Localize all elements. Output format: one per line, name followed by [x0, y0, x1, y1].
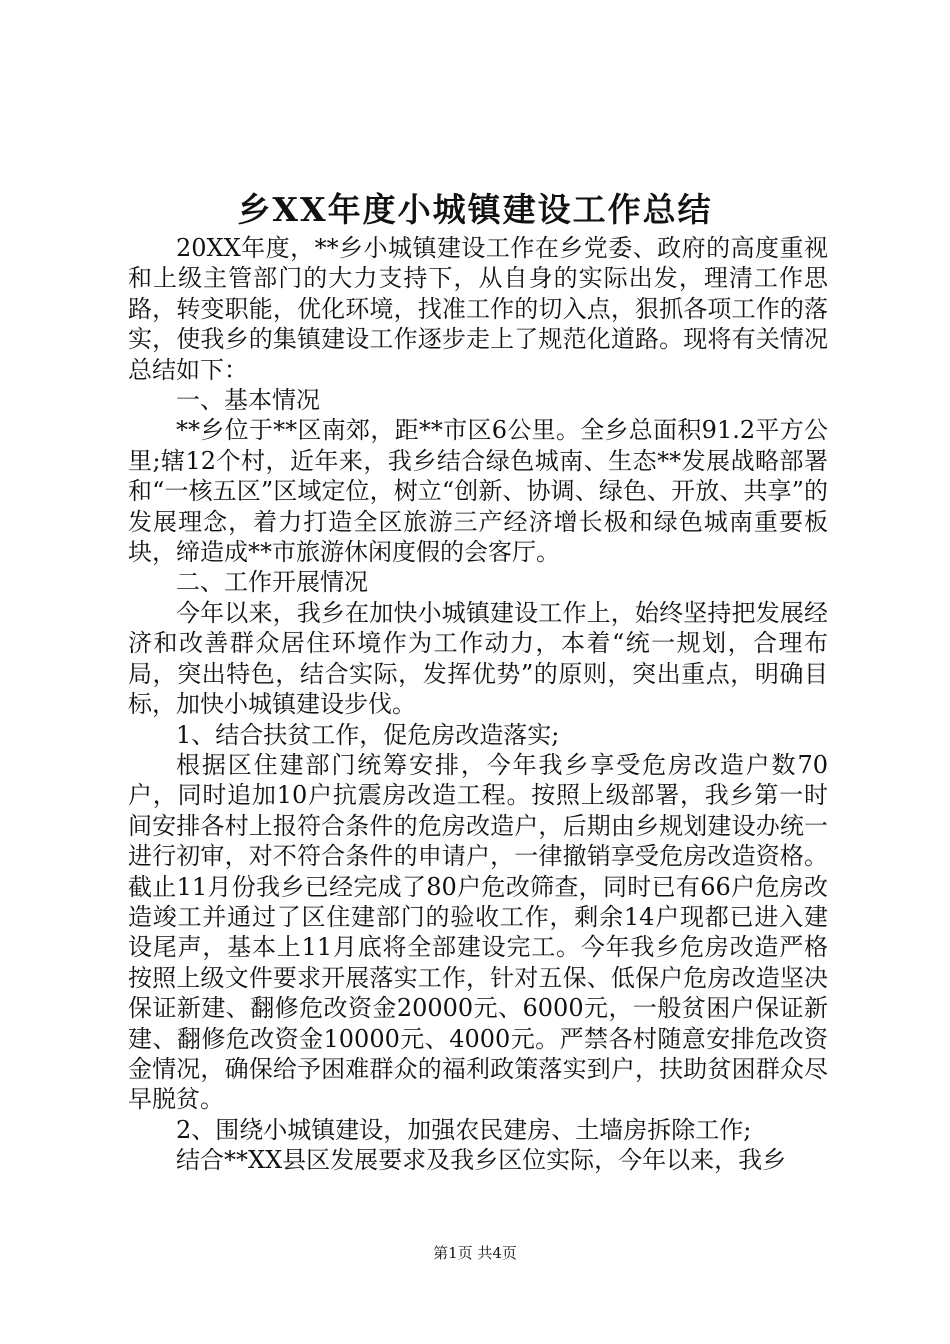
document-body [128, 233, 828, 1176]
work-overview-paragraph: 今年以来，我乡在加快小城镇建设工作上，始终坚持把发展经济和改善群众居住环境作为工作动力，本着“统一规划，合理布局，突出特色，结合实际，发挥优势”的原则，突出重点，明确目标，加快小城镇建设步伐。 [128, 598, 828, 719]
document-title: 乡XX年度小城镇建设工作总结 [237, 190, 713, 229]
subsection-heading-1: 1、结合扶贫工作，促危房改造落实; [176, 720, 560, 749]
page-number-footer: 第1页 共4页 [433, 1244, 517, 1262]
section-heading-basic: 一、基本情况 [176, 386, 320, 415]
section-heading-work: 二、工作开展情况 [176, 568, 368, 597]
basic-situation-paragraph: **乡位于**区南郊，距**市区6公里。全乡总面积91.2平方公里;辖12个村，近年来，我乡结合绿色城南、生态**发展战略部署和“一核五区”区域定位，树立“创新、协调、绿色、开放、共享”的发展理念，着力打造全区旅游三产经济增长极和绿色城南重要板块，缔造成**市旅游休闲度假的会客厅。 [128, 416, 828, 567]
subsection-heading-2: 2、围绕小城镇建设，加强农民建房、土墙房拆除工作; [176, 1115, 752, 1144]
continuation-paragraph: 结合**XX县区发展要求及我乡区位实际，今年以来，我乡 [176, 1146, 787, 1175]
housing-renovation-paragraph: 根据区住建部门统筹安排，今年我乡享受危房改造户数70户，同时追加10户抗震房改造工程。按照上级部署，我乡第一时间安排各村上报符合条件的危房改造户，后期由乡规划建设办统一进行初审，对不符合条件的申请户，一律撤销享受危房改造资格。截止11月份我乡已经完成了80户危改筛查，同时已有66户危房改造竣工并通过了区住建部门的验收工作，剩余14户现都已进入建设尾声，基本上11月底将全部建设完工。今年我乡危房改造严格按照上级文件要求开展落实工作，针对五保、低保户危房改造坚决保证新建、翻修危改资金20000元、6000元，一般贫困户保证新建、翻修危改资金10000元、4000元。严禁各村随意安排危改资金情况，确保给予困难群众的福利政策落实到户，扶助贫困群众尽早脱贫。 [128, 750, 828, 1114]
intro-paragraph: 20XX年度，**乡小城镇建设工作在乡党委、政府的高度重视和上级主管部门的大力支持下，从自身的实际出发，理清工作思路，转变职能，优化环境，找准工作的切入点，狠抓各项工作的落实，使我乡的集镇建设工作逐步走上了规范化道路。现将有关情况总结如下： [128, 234, 828, 384]
